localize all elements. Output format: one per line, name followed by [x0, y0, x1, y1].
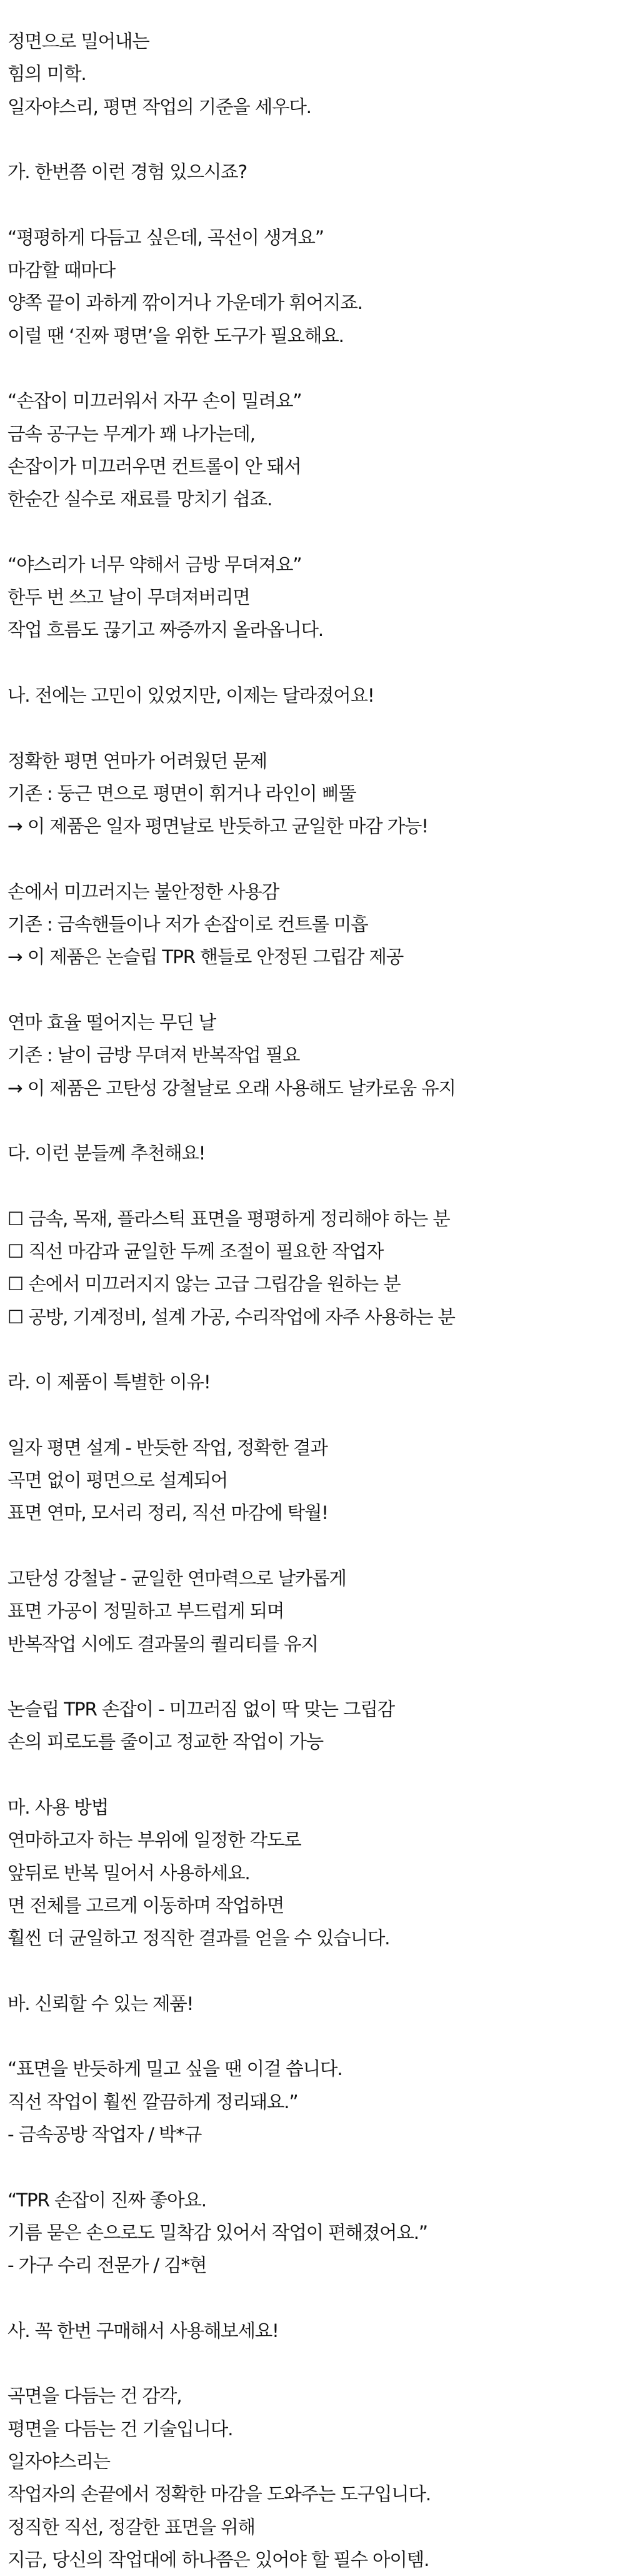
text-line: 면 전체를 고르게 이동하며 작업하면: [8, 1894, 284, 1916]
text-line: 표면 연마, 모서리 정리, 직선 마감에 탁월!: [8, 1502, 328, 1524]
blank-line: [8, 1169, 625, 1202]
text-line: 손에서 미끄러지는 불안정한 사용감: [8, 881, 279, 902]
blank-line: [8, 1955, 625, 1988]
text-line: → 이 제품은 고탄성 강철날로 오래 사용해도 날카로움 유지: [8, 1077, 456, 1099]
text-line: 지금, 당신의 작업대에 하나쯤은 있어야 할 필수 아이템.: [8, 2548, 429, 2570]
text-line: 한두 번 쓰고 날이 무뎌져버리면: [8, 587, 250, 609]
text-line: 기름 묻은 손으로도 밀착감 있어서 작업이 편해졌어요.”: [8, 2221, 428, 2243]
blank-line: [8, 2347, 625, 2380]
text-line: 정직한 직선, 정갈한 표면을 위해: [8, 2516, 255, 2538]
blank-line: [8, 188, 625, 221]
text-line: 반복작업 시에도 결과물의 퀄리티를 유지: [8, 1633, 318, 1655]
text-line: 곡면 없이 평면으로 설계되어: [8, 1470, 228, 1492]
text-line: ☐ 손에서 미끄러지지 않는 고급 그립감을 원하는 분: [8, 1273, 401, 1295]
text-line: 가. 한번쯤 이런 경험 있으시죠?: [8, 161, 247, 183]
text-line: 연마하고자 하는 부위에 일정한 각도로: [8, 1829, 301, 1851]
text-line: - 가구 수리 전문가 / 김*현: [8, 2255, 207, 2276]
text-line: ☐ 금속, 목재, 플라스틱 표면을 평평하게 정리해야 하는 분: [8, 1208, 450, 1230]
text-line: 기존 : 둥근 면으로 평면이 휘거나 라인이 삐뚤: [8, 782, 356, 804]
text-line: 바. 신뢰할 수 있는 제품!: [8, 1993, 194, 2014]
text-line: 힘의 미학.: [8, 63, 86, 85]
text-line: “야스리가 너무 약해서 금방 무뎌져요”: [8, 553, 302, 575]
text-line: 연마 효율 떨어지는 무딘 날: [8, 1011, 216, 1033]
text-line: 손잡이가 미끄러우면 컨트롤이 안 돼서: [8, 455, 301, 477]
text-line: → 이 제품은 일자 평면날로 반듯하고 균일한 마감 가능!: [8, 816, 428, 837]
text-line: 표면 가공이 정밀하고 부드럽게 되며: [8, 1600, 284, 1622]
text-line: 라. 이 제품이 특별한 이유!: [8, 1371, 211, 1393]
text-line: 평면을 다듬는 건 기술입니다.: [8, 2418, 233, 2440]
text-line: 논슬립 TPR 손잡이 - 미끄러짐 없이 딱 맞는 그립감: [8, 1699, 394, 1720]
text-line: 고탄성 강철날 - 균일한 연마력으로 날카롭게: [8, 1567, 346, 1589]
text-line: 작업자의 손끝에서 정확한 마감을 도와주는 도구입니다.: [8, 2483, 431, 2505]
text-line: 훨씬 더 균일하고 정직한 결과를 얻을 수 있습니다.: [8, 1927, 390, 1949]
blank-line: [8, 974, 625, 1006]
text-line: 정면으로 밀어내는: [8, 31, 149, 52]
text-line: 마. 사용 방법: [8, 1797, 109, 1819]
text-line: 직선 작업이 훨씬 깔끔하게 정리돼요.”: [8, 2091, 298, 2113]
blank-line: [8, 842, 625, 875]
text-line: ☐ 직선 마감과 균일한 두께 조절이 필요한 작업자: [8, 1240, 384, 1262]
blank-line: [8, 123, 625, 156]
text-line: 한순간 실수로 재료를 망치기 쉽죠.: [8, 488, 272, 510]
text-line: “표면을 반듯하게 밀고 싶을 땐 이걸 씁니다.: [8, 2058, 342, 2080]
text-line: ☐ 공방, 기계정비, 설계 가공, 수리작업에 자주 사용하는 분: [8, 1306, 455, 1328]
blank-line: [8, 1530, 625, 1562]
text-line: 앞뒤로 반복 밀어서 사용하세요.: [8, 1862, 250, 1884]
text-line: - 금속공방 작업자 / 박*규: [8, 2124, 202, 2145]
blank-line: [8, 647, 625, 679]
text-line: “TPR 손잡이 진짜 좋아요.: [8, 2189, 206, 2211]
text-line: 양쪽 끝이 과하게 깎이거나 가운데가 휘어지죠.: [8, 292, 362, 314]
text-line: 일자야스리, 평면 작업의 기준을 세우다.: [8, 96, 311, 118]
text-line: “평평하게 다듬고 싶은데, 곡선이 생겨요”: [8, 226, 324, 248]
blank-line: [8, 2020, 625, 2053]
text-line: → 이 제품은 논슬립 TPR 핸들로 안정된 그립감 제공: [8, 946, 403, 968]
text-line: 마감할 때마다: [8, 260, 115, 281]
text-line: 일자 평면 설계 - 반듯한 작업, 정확한 결과: [8, 1437, 328, 1458]
blank-line: [8, 352, 625, 385]
blank-line: [8, 2281, 625, 2314]
blank-line: [8, 515, 625, 548]
text-line: 작업 흐름도 끊기고 짜증까지 올라옵니다.: [8, 619, 323, 641]
text-line: 기존 : 날이 금방 무뎌져 반복작업 필요: [8, 1044, 300, 1066]
text-line: 손의 피로도를 줄이고 정교한 작업이 가능: [8, 1731, 323, 1753]
text-line: 기존 : 금속핸들이나 저가 손잡이로 컨트롤 미흡: [8, 914, 368, 936]
text-line: 일자야스리는: [8, 2450, 110, 2472]
text-line: 사. 꼭 한번 구매해서 사용해보세요!: [8, 2320, 279, 2341]
blank-line: [8, 1333, 625, 1366]
blank-line: [8, 1398, 625, 1431]
text-line: 이럴 땐 ‘진짜 평면’을 위한 도구가 필요해요.: [8, 325, 344, 346]
text-line: 나. 전에는 고민이 있었지만, 이제는 달라졌어요!: [8, 684, 374, 706]
text-line: “손잡이 미끄러워서 자꾸 손이 밀려요”: [8, 390, 302, 412]
blank-line: [8, 1759, 625, 1791]
text-line: 곡면을 다듬는 건 감각,: [8, 2385, 182, 2407]
text-line: 금속 공구는 무게가 꽤 나가는데,: [8, 423, 255, 445]
blank-line: [8, 1660, 625, 1693]
blank-line: [8, 2151, 625, 2183]
blank-line: [8, 1104, 625, 1137]
text-line: 정확한 평면 연마가 어려웠던 문제: [8, 750, 267, 772]
text-line: 다. 이런 분들께 추천해요!: [8, 1143, 206, 1164]
blank-line: [8, 712, 625, 744]
